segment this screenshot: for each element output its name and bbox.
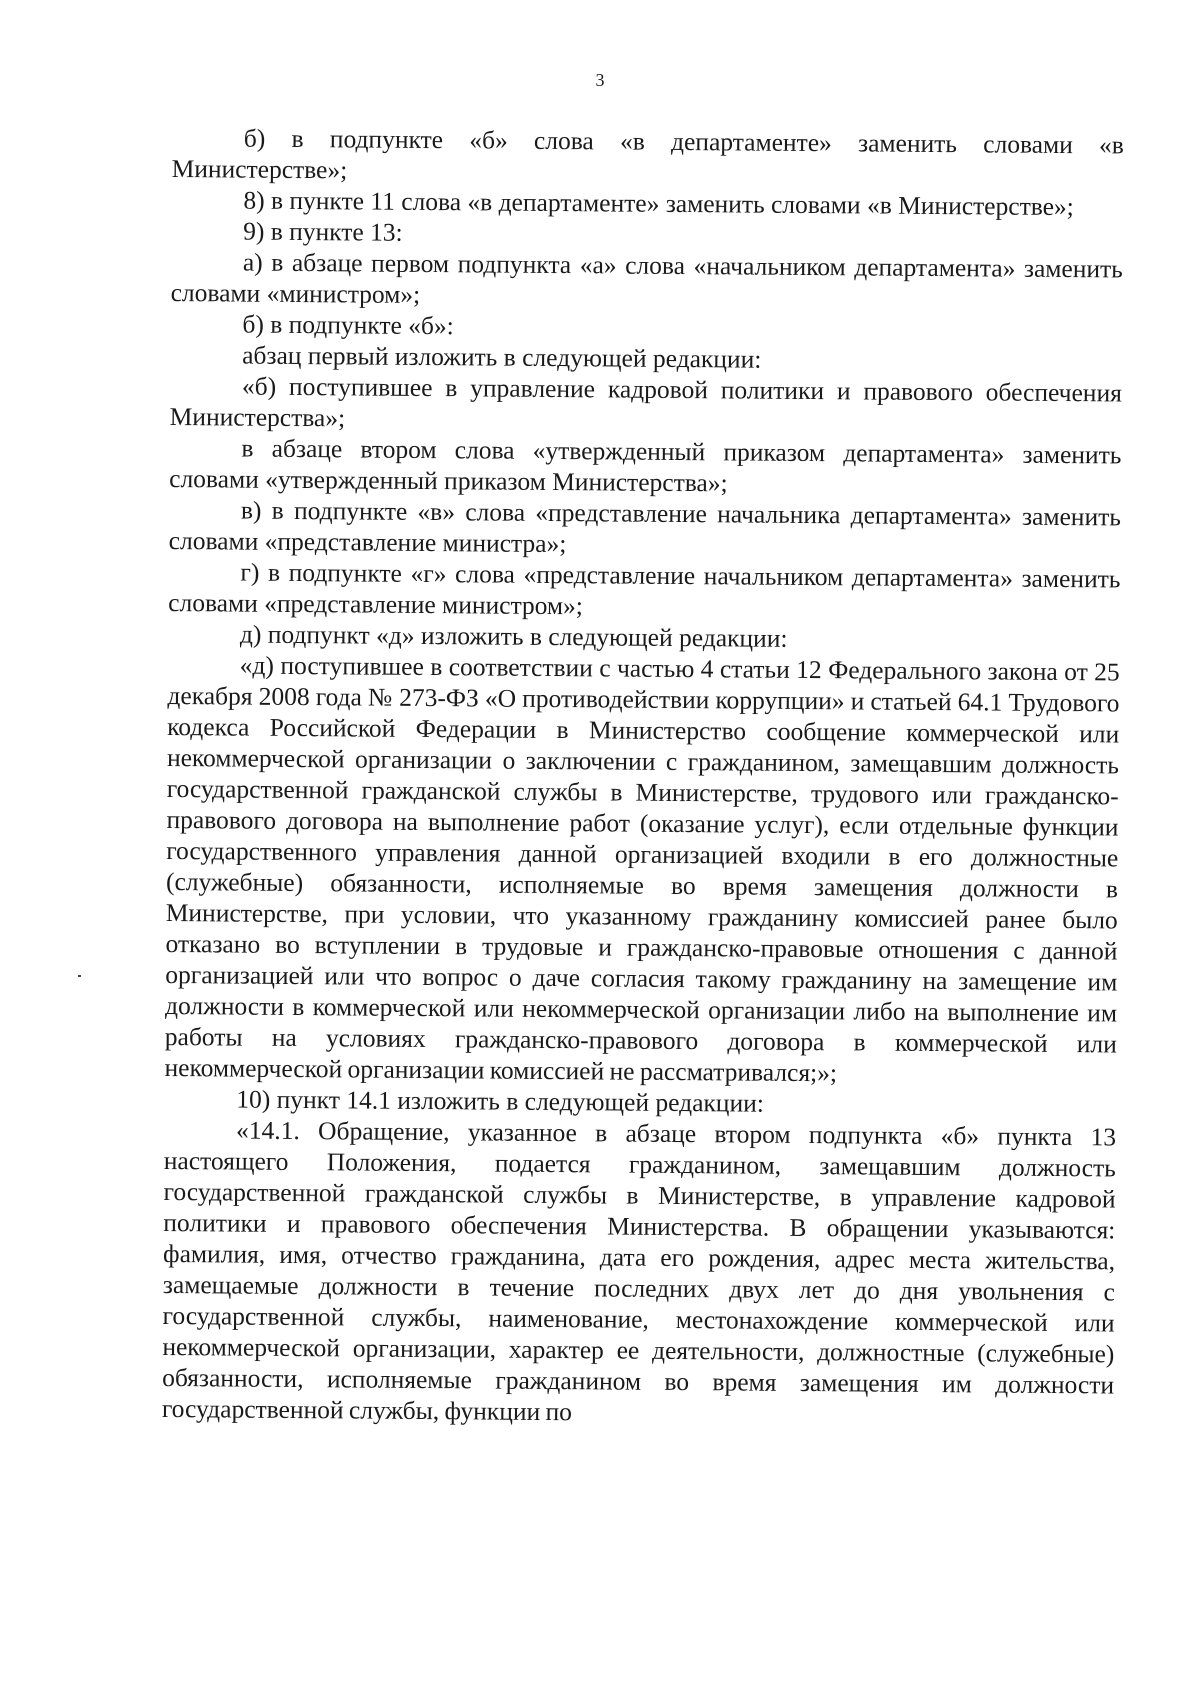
paragraph-abzac-first: абзац первый изложить в следующей редакции:: [242, 340, 762, 374]
paragraph-14-1-new-text: «14.1. Обращение, указанное в абзаце втором подпункта «б» пункта 13 настоящего Положения, подается гражданином, замещавшим должность государственной гражданской службы в Министерстве, в управление кадровой политики и правового обеспечения Министерства. В обращении указываются: фамилия, имя, отчество гражданина, дата его рождения, адрес места жительства, замещаемые должности в течение последних двух лет до дня увольнения с государственной службы, наименование, местонахождение коммерческой или некоммерческой организации, характер ее деятельности, должностные (служебные) обязанности, исполняемые гражданином во время замещения им должности государственной службы, функции по: [161, 1115, 1117, 1427]
paragraph-b-subitem: б) в подпункте «б» слова «в департаменте» заменить словами «в Министерстве»;: [171, 123, 1124, 185]
paragraph-item-9-a: а) в абзаце первом подпункта «а» слова «начальником департамента» заменить словами «министром»;: [170, 247, 1123, 309]
paragraph-b-new-text: «б) поступившее в управление кадровой политики и правового обеспечения Министерства»;: [169, 371, 1123, 433]
paragraph-item-9-d: д) подпункт «д» изложить в следующей редакции:: [239, 619, 788, 653]
paragraph-item-9-v: в) в подпункте «в» слова «представление начальника департамента» заменить словами «представление министра»;: [168, 495, 1122, 559]
document-body: [162, 122, 1124, 1431]
paragraph-item-9-b: б) в подпункте «б»:: [242, 309, 454, 341]
paragraph-d-new-text: «д) поступившее в соответствии с частью 4 статьи 12 Федерального закона от 25 декабря 2008 года № 273-ФЗ «О противодействии коррупции» и статьей 64.1 Трудового кодекса Российской Федерации в Министерство сообщение коммерческой или некоммерческой организации о заключении с гражданином, замещавшим должность государственной гражданской службы в Министерстве, трудового или гражданско-правового договора на выполнение работ (оказание услуг), если отдельные функции государственного управления данной организацией входили в его должностные (служебные) обязанности, исполняемые во время замещения должности в Министерстве, при условии, что указанному гражданину комиссией ранее было отказано во вступлении в трудовые и гражданско-правовые отношения с данной организацией или что вопрос о даче согласия такому гражданину на замещение им должности в коммерческой или некоммерческой организации либо на выполнение им работы на условиях гражданско-правового договора в коммерческой или некоммерческой организации комиссией не рассматривался;»;: [164, 650, 1120, 1088]
paragraph-abzac-second: в абзаце втором слова «утвержденный приказом департамента» заменить словами «утвержденный приказом Министерства»;: [169, 433, 1122, 498]
paragraph-item-9: 9) в пункте 13:: [243, 216, 403, 247]
scan-speck: [78, 975, 81, 977]
page-number: 3: [595, 70, 605, 90]
paragraph-item-9-g: г) в подпункте «г» слова «представление начальником департамента» заменить словами «представление министром»;: [168, 557, 1121, 621]
paragraph-item-10: 10) пункт 14.1 изложить в следующей редакции:: [236, 1084, 765, 1118]
paragraph-item-8: 8) в пункте 11 слова «в департаменте» заменить словами «в Министерстве»;: [243, 185, 1074, 222]
